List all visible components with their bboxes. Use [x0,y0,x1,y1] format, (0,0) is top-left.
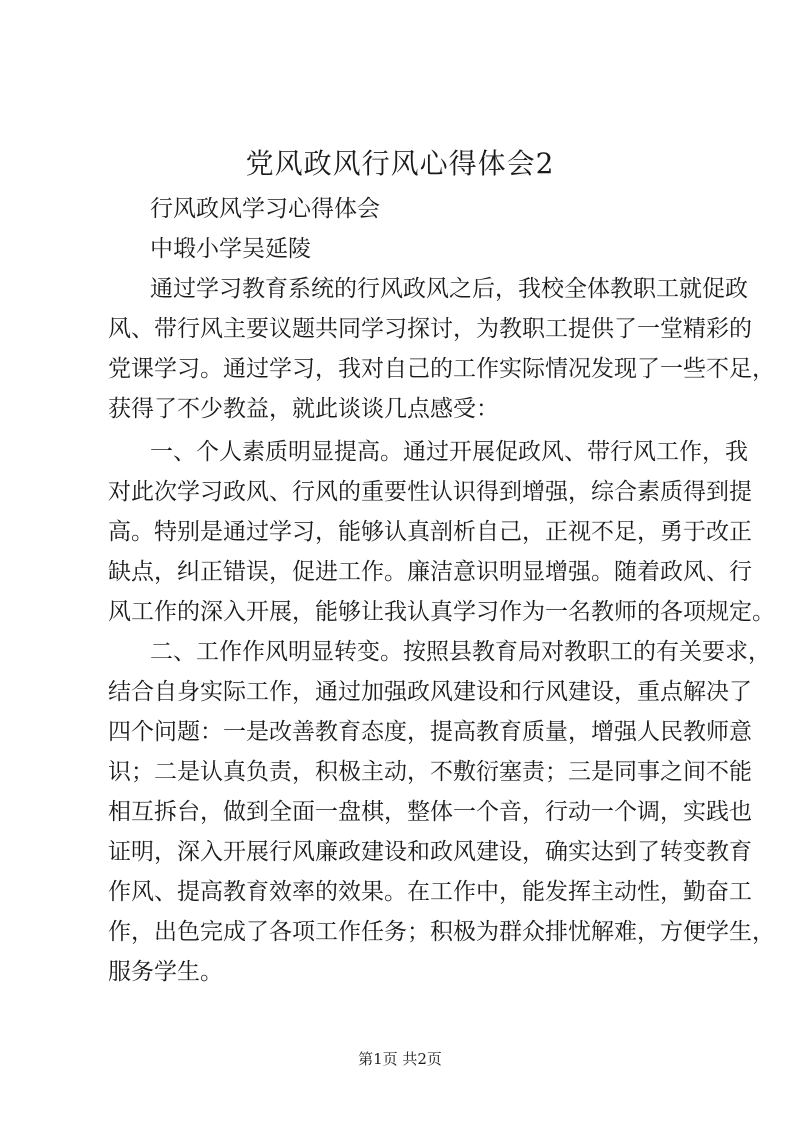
paragraph-line: 作风、提高教育效率的效果。在工作中，能发挥主动性，勤奋工 [108,879,752,905]
paragraph-line: 高。特别是通过学习，能够认真剖析自己，正视不足，勇于改正 [108,519,752,545]
paragraph-line: 风、带行风主要议题共同学习探讨，为教职工提供了一堂精彩的 [108,316,752,342]
page-number: 第1页 共2页 [358,1050,442,1068]
document-title: 党风政风行风心得体会2 [245,147,555,180]
paragraph-line: 一、个人素质明显提高。通过开展促政风、带行风工作，我 [150,439,748,465]
paragraph-line: 四个问题：一是改善教育态度，提高教育质量，增强人民教师意 [108,719,752,745]
paragraph-line: 获得了不少教益，就此谈谈几点感受： [108,396,499,422]
paragraph-line: 对此次学习政风、行风的重要性认识得到增强，综合素质得到提 [108,479,752,505]
author-line: 中塅小学吴延陵 [150,236,311,262]
paragraph-line: 缺点，纠正错误，促进工作。廉洁意识明显增强。随着政风、行 [108,559,752,585]
paragraph-line: 通过学习教育系统的行风政风之后，我校全体教职工就促政 [150,276,748,302]
paragraph-line: 作，出色完成了各项工作任务；积极为群众排忧解难，方便学生， [108,919,775,945]
paragraph-line: 服务学生。 [108,959,223,985]
paragraph-line: 证明，深入开展行风廉政建设和政风建设，确实达到了转变教育 [108,839,752,865]
paragraph-line: 相互拆台，做到全面一盘棋，整体一个音，行动一个调，实践也 [108,799,752,825]
subtitle-line: 行风政风学习心得体会 [150,196,380,222]
paragraph-line: 风工作的深入开展，能够让我认真学习作为一名教师的各项规定。 [108,599,775,625]
paragraph-line: 结合自身实际工作，通过加强政风建设和行风建设，重点解决了 [108,679,752,705]
paragraph-line: 二、工作作风明显转变。按照县教育局对教职工的有关要求， [150,639,771,665]
paragraph-line: 党课学习。通过学习，我对自己的工作实际情况发现了一些不足， [108,356,775,382]
paragraph-line: 识；二是认真负责，积极主动，不敷衍塞责；三是同事之间不能 [108,759,752,785]
